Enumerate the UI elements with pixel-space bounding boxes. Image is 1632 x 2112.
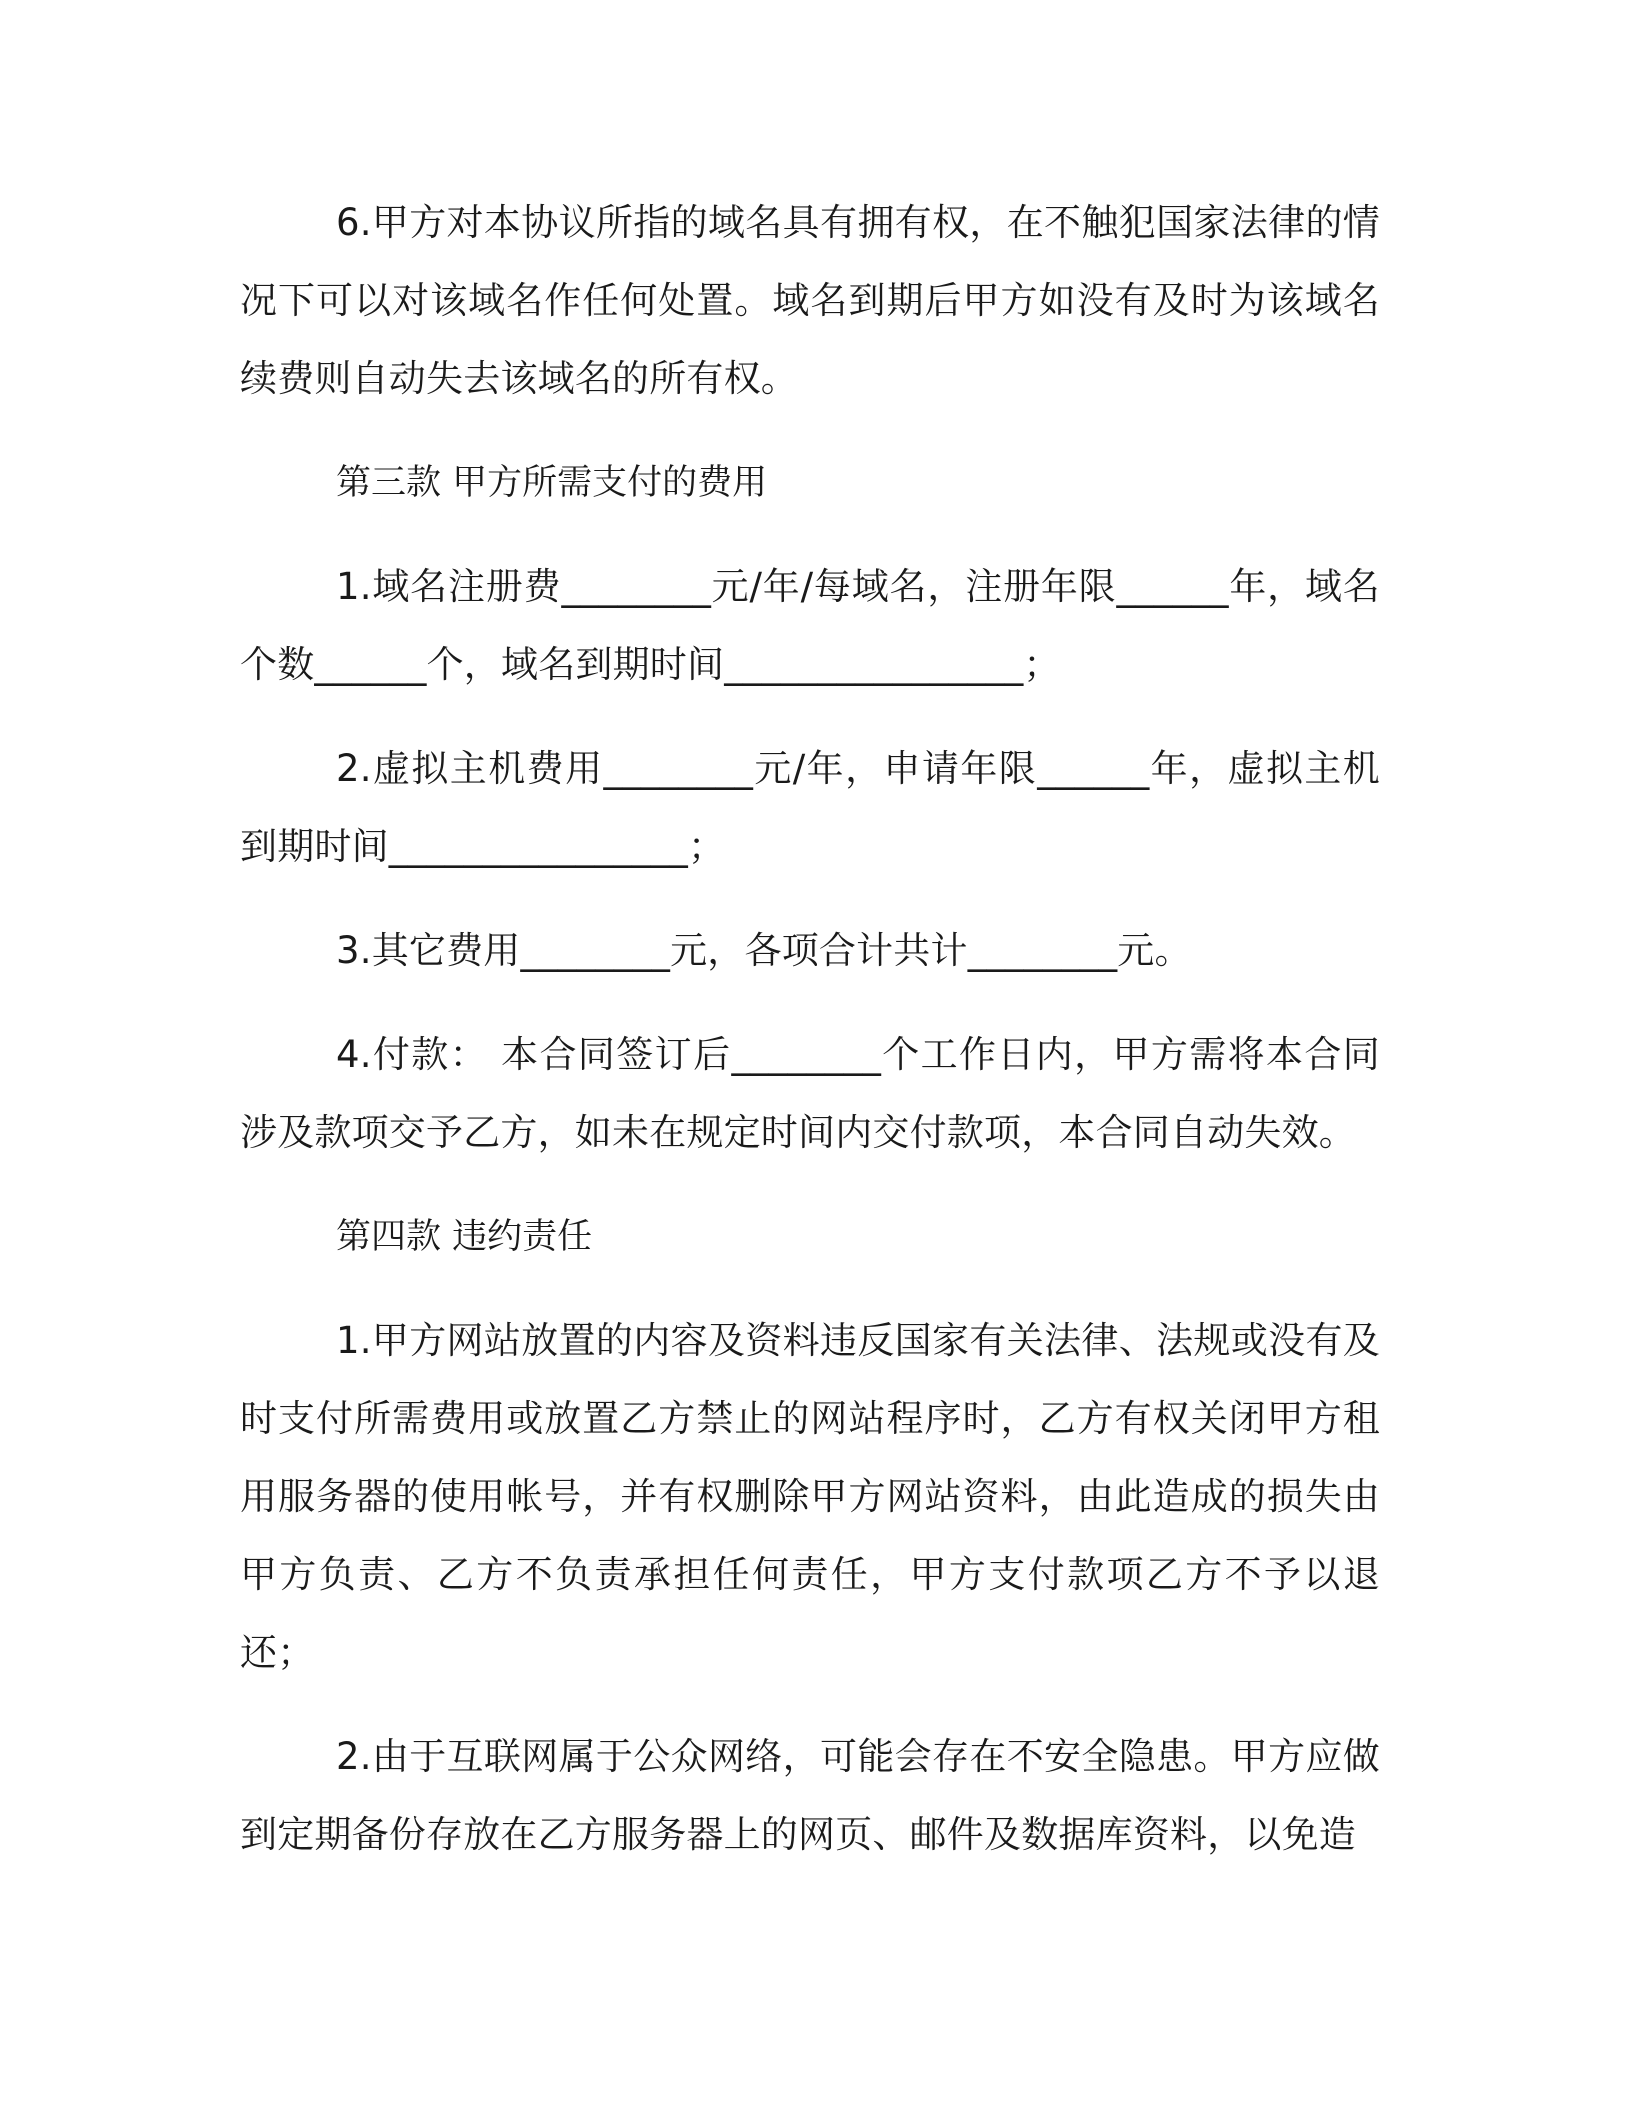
fee-item-other-total: 3.其它费用________元，各项合计共计________元。: [336, 929, 1192, 972]
document-body: [240, 184, 1380, 1900]
section-4-heading: 第四款 违约责任: [336, 1217, 593, 1257]
fee-item-payment: 4.付款： 本合同签订后________个工作日内，甲方需将本合同涉及款项交予乙方，如未在规定时间内交付款项，本合同自动失效。: [240, 1033, 1380, 1154]
section-3-heading: 第三款 甲方所需支付的费用: [336, 463, 768, 503]
fee-item-domain-registration: 1.域名注册费________元/年/每域名，注册年限______年，域名个数______个，域名到期时间________________；: [240, 565, 1380, 686]
fee-item-virtual-host: 2.虚拟主机费用________元/年，申请年限______年，虚拟主机到期时间________________；: [240, 747, 1380, 868]
liability-item-1: 1.甲方网站放置的内容及资料违反国家有关法律、法规或没有及时支付所需费用或放置乙方禁止的网站程序时，乙方有权关闭甲方租用服务器的使用帐号，并有权删除甲方网站资料，由此造成的损失由甲方负责、乙方不负责承担任何责任，甲方支付款项乙方不予以退还；: [240, 1319, 1380, 1674]
clause-6-ownership: 6.甲方对本协议所指的域名具有拥有权，在不触犯国家法律的情况下可以对该域名作任何处置。域名到期后甲方如没有及时为该域名续费则自动失去该域名的所有权。: [240, 201, 1380, 400]
liability-item-2: 2.由于互联网属于公众网络，可能会存在不安全隐患。甲方应做到定期备份存放在乙方服务器上的网页、邮件及数据库资料，以免造: [240, 1735, 1380, 1856]
